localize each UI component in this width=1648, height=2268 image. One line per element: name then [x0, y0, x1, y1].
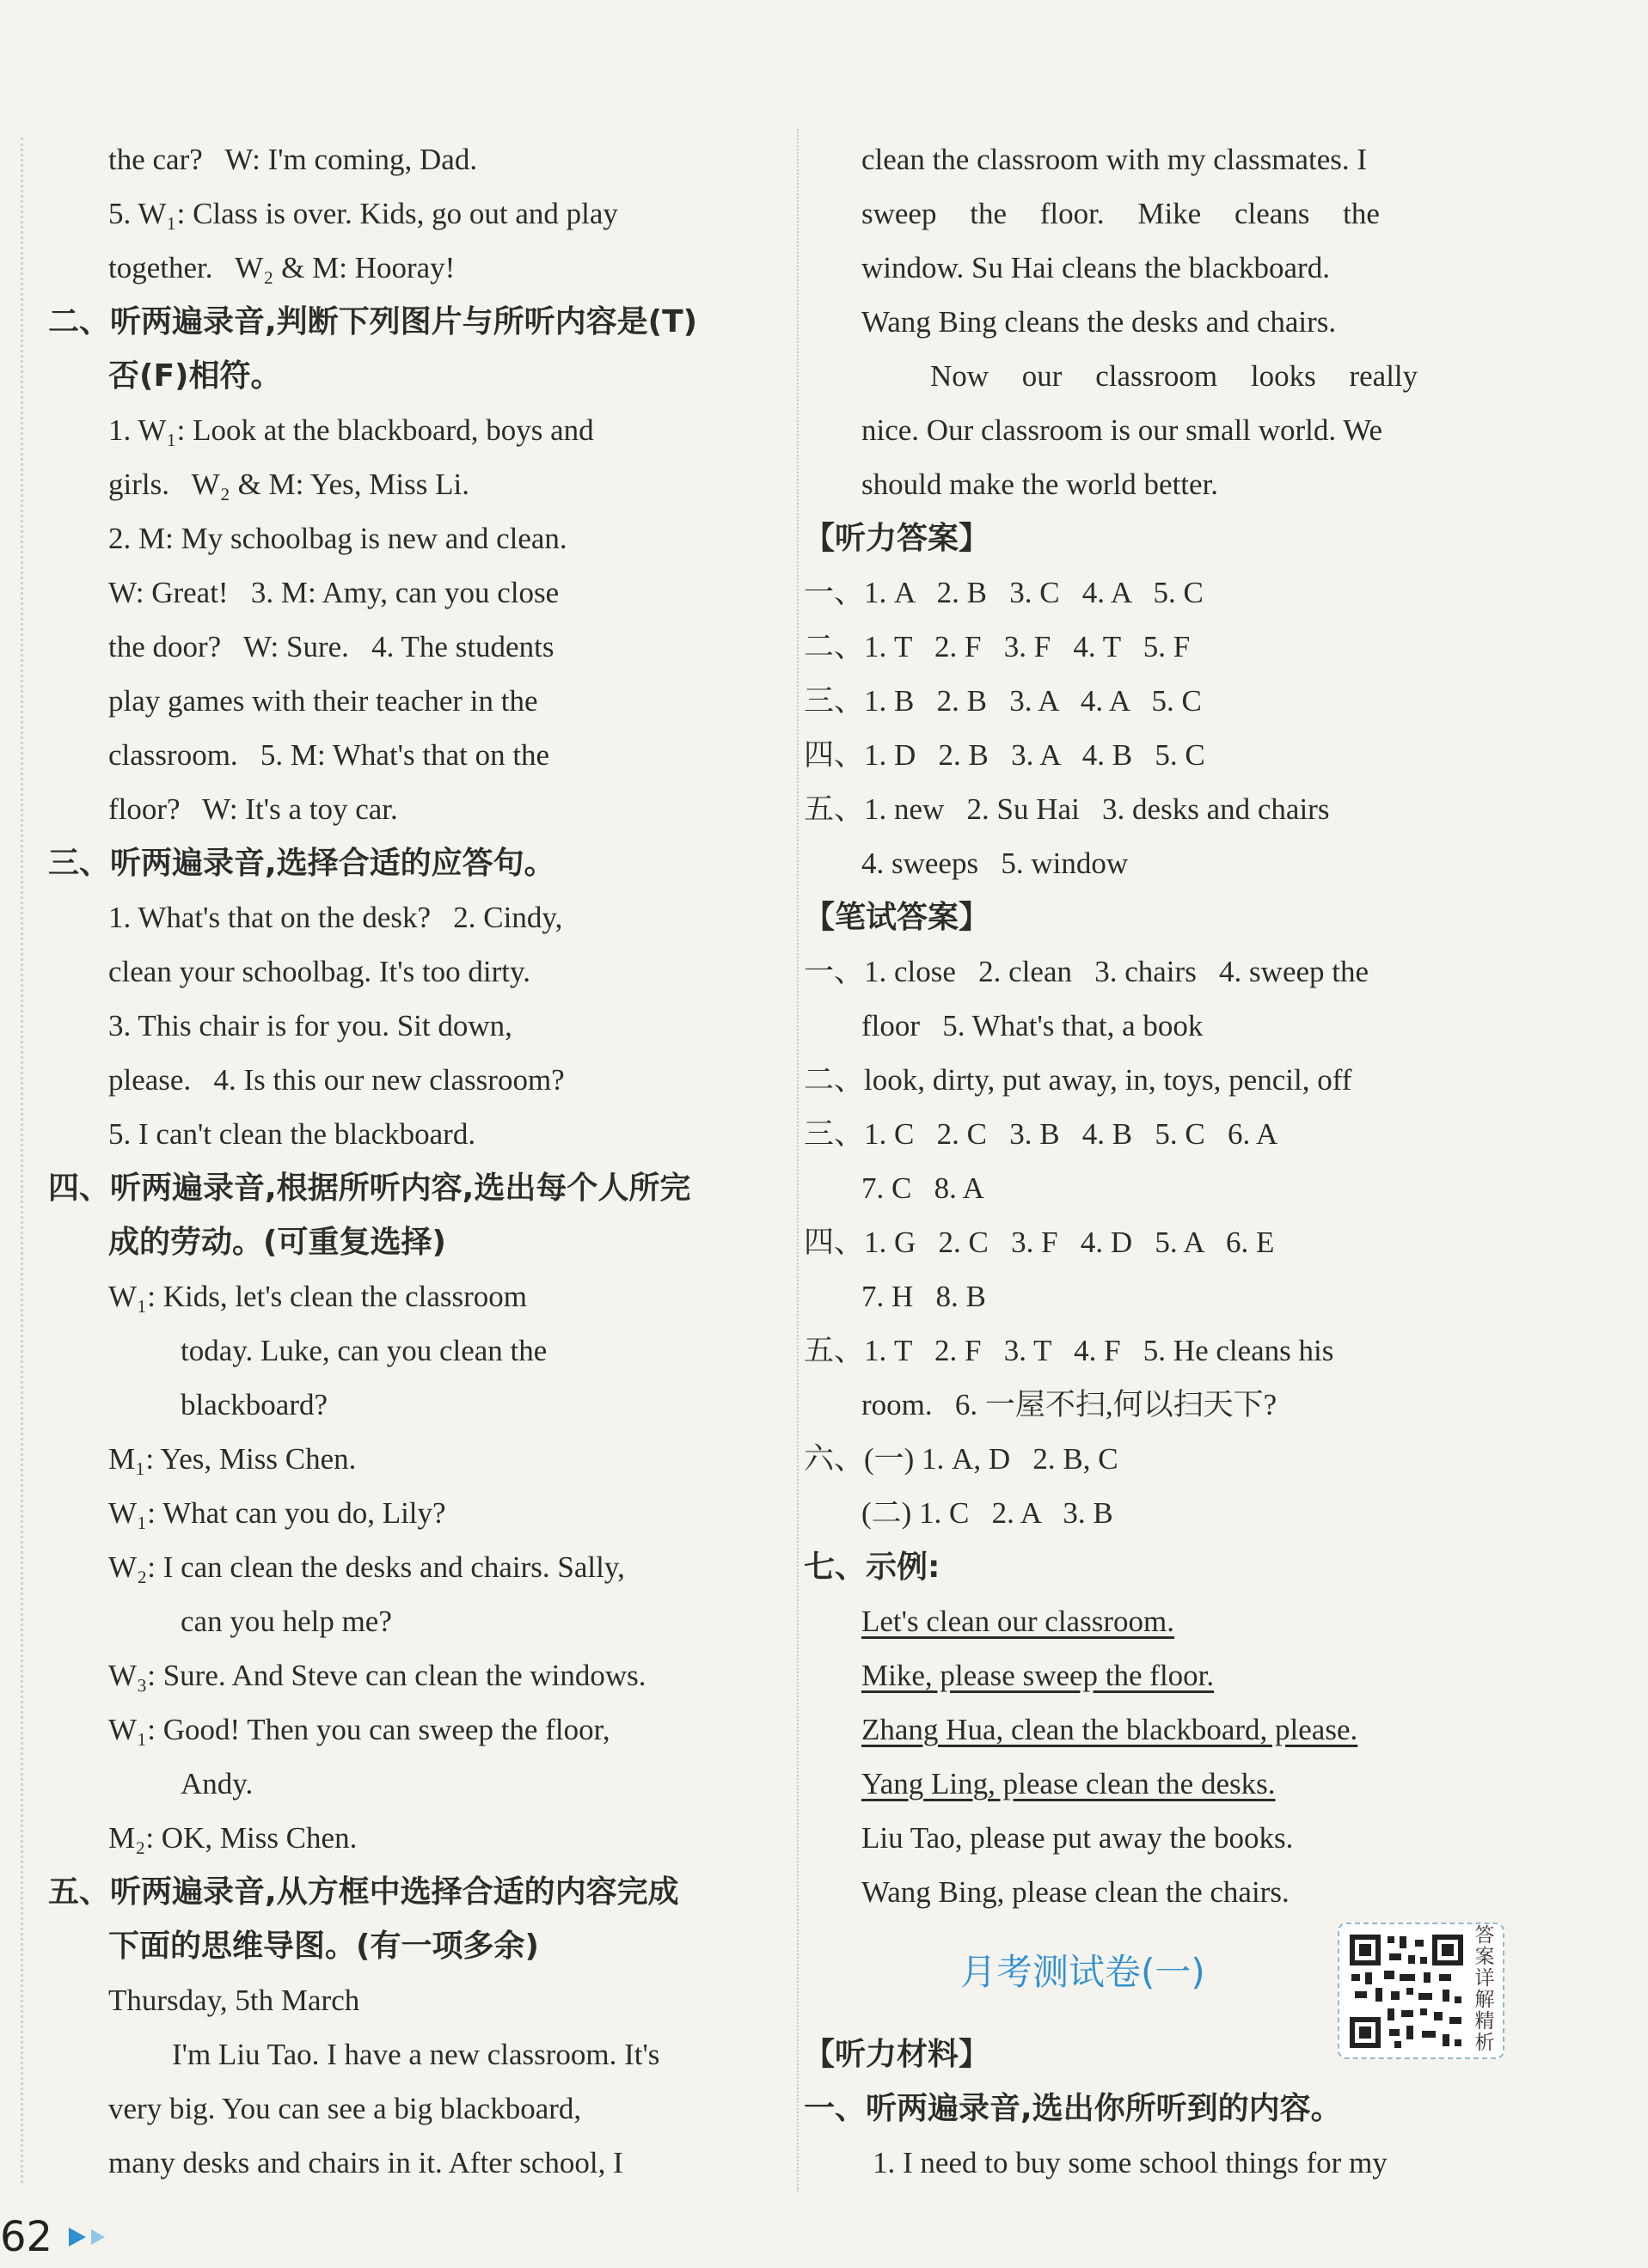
text-line: clean the classroom with my classmates. I	[861, 143, 1368, 176]
text-line: blackboard?	[181, 1388, 328, 1421]
answer-heading: 【听力答案】	[804, 521, 990, 556]
answer-line: 一、1. close 2. clean 3. chairs 4. sweep the	[804, 955, 1369, 988]
answer-line: 四、1. G 2. C 3. F 4. D 5. A 6. E	[804, 1226, 1275, 1259]
answer-line: 三、1. B 2. B 3. A 4. A 5. C	[804, 684, 1202, 718]
answer-line: (二) 1. C 2. A 3. B	[861, 1496, 1113, 1530]
text-line: 1. W₁: Look at the blackboard, boys and	[108, 413, 594, 447]
text-line: Andy.	[181, 1767, 254, 1800]
text-line: M₁: Yes, Miss Chen.	[108, 1442, 357, 1476]
text-line: clean your schoolbag. It's too dirty.	[108, 955, 531, 988]
answer-line: 二、look, dirty, put away, in, toys, pencil, off	[804, 1063, 1352, 1097]
text-line: 2. M: My schoolbag is new and clean.	[108, 522, 567, 555]
text-line: can you help me?	[181, 1605, 392, 1638]
section-heading: 三、听两遍录音,选择合适的应答句。	[48, 846, 555, 881]
qr-label: 答案详解精析	[1474, 1924, 1495, 2054]
sample-sentence: Zhang Hua, clean the blackboard, please.	[861, 1713, 1358, 1746]
page-number: 62	[0, 2213, 53, 2261]
qr-code-icon	[1346, 1931, 1467, 2051]
text-line: W₁: Kids, let's clean the classroom	[108, 1280, 527, 1313]
answer-line: 五、1. T 2. F 3. T 4. F 5. He cleans his	[804, 1334, 1334, 1367]
text-line: very big. You can see a big blackboard,	[108, 2092, 582, 2125]
section-heading: 五、听两遍录音,从方框中选择合适的内容完成	[48, 1874, 679, 1910]
sample-sentence: Let's clean our classroom.	[861, 1605, 1174, 1638]
sample-sentence: Wang Bing, please clean the chairs.	[861, 1875, 1290, 1909]
answer-line: 一、1. A 2. B 3. C 4. A 5. C	[804, 576, 1204, 609]
answer-line: floor 5. What's that, a book	[861, 1009, 1204, 1042]
answer-line: room. 6. 一屋不扫,何以扫天下?	[861, 1388, 1277, 1421]
answer-line: 七、示例:	[804, 1550, 940, 1585]
text-line: classroom. 5. M: What's that on the	[108, 738, 550, 772]
left-column	[0, 0, 804, 2268]
right-column	[804, 0, 1648, 2268]
text-line: should make the world better.	[861, 468, 1219, 501]
text-line: nice. Our classroom is our small world. We	[861, 413, 1383, 447]
text-line: girls. W₂ & M: Yes, Miss Li.	[108, 468, 469, 501]
text-line: window. Su Hai cleans the blackboard.	[861, 251, 1330, 284]
answer-line: 五、1. new 2. Su Hai 3. desks and chairs	[804, 792, 1330, 826]
text-line: W₃: Sure. And Steve can clean the windows.	[108, 1659, 646, 1692]
text-line: 5. W₁: Class is over. Kids, go out and play	[108, 197, 618, 230]
text-line: 3. This chair is for you. Sit down,	[108, 1009, 512, 1042]
text-line: play games with their teacher in the	[108, 684, 538, 718]
answer-heading: 【听力材料】	[804, 2037, 990, 2072]
sample-sentence: Liu Tao, please put away the books.	[861, 1821, 1294, 1855]
section-heading: 四、听两遍录音,根据所听内容,选出每个人所完	[48, 1171, 691, 1206]
next-arrows-icon	[67, 2224, 119, 2250]
text-line: 1. I need to buy some school things for my	[873, 2146, 1388, 2179]
text-line: Thursday, 5th March	[108, 1984, 360, 2017]
answer-line: 四、1. D 2. B 3. A 4. B 5. C	[804, 738, 1205, 772]
text-line: I'm Liu Tao. I have a new classroom. It's	[172, 2038, 660, 2071]
answer-heading: 【笔试答案】	[804, 900, 990, 935]
section-heading: 一、听两遍录音,选出你所听到的内容。	[804, 2091, 1342, 2126]
sample-sentence: Yang Ling, please clean the desks.	[861, 1767, 1276, 1800]
answer-line: 六、(一) 1. A, D 2. B, C	[804, 1442, 1118, 1476]
text-line: Now our classroom looks really	[930, 359, 1418, 393]
text-line: floor? W: It's a toy car.	[108, 792, 398, 826]
section-heading: 二、听两遍录音,判断下列图片与所听内容是(T)	[48, 304, 698, 339]
sample-sentence: Mike, please sweep the floor.	[861, 1659, 1215, 1692]
text-line: sweep the floor. Mike cleans the	[861, 197, 1380, 230]
answer-line: 7. H 8. B	[861, 1280, 986, 1313]
text-line: 1. What's that on the desk? 2. Cindy,	[108, 901, 563, 934]
text-line: the door? W: Sure. 4. The students	[108, 630, 554, 663]
text-line: W₂: I can clean the desks and chairs. Sally,	[108, 1550, 625, 1584]
text-line: 5. I can't clean the blackboard.	[108, 1117, 476, 1151]
text-line: Wang Bing cleans the desks and chairs.	[861, 305, 1337, 339]
answer-line: 三、1. C 2. C 3. B 4. B 5. C 6. A	[804, 1117, 1278, 1151]
section-heading-cont: 成的劳动。(可重复选择)	[108, 1225, 446, 1260]
section-heading-cont: 下面的思维导图。(有一项多余)	[108, 1929, 539, 1964]
text-line: the car? W: I'm coming, Dad.	[108, 143, 478, 176]
text-line: W₁: What can you do, Lily?	[108, 1496, 446, 1530]
text-line: W: Great! 3. M: Amy, can you close	[108, 576, 560, 609]
text-line: together. W₂ & M: Hooray!	[108, 251, 456, 284]
answer-line: 二、1. T 2. F 3. F 4. T 5. F	[804, 630, 1191, 663]
text-line: many desks and chairs in it. After school, I	[108, 2146, 623, 2179]
text-line: W₁: Good! Then you can sweep the floor,	[108, 1713, 610, 1746]
section-title: 月考测试卷(一)	[960, 1951, 1205, 1993]
answer-line: 4. sweeps 5. window	[861, 847, 1129, 880]
answer-line: 7. C 8. A	[861, 1171, 984, 1205]
section-heading-cont: 否(F)相符。	[108, 358, 282, 394]
text-line: please. 4. Is this our new classroom?	[108, 1063, 565, 1097]
text-line: today. Luke, can you clean the	[181, 1334, 548, 1367]
text-line: M₂: OK, Miss Chen.	[108, 1821, 358, 1855]
